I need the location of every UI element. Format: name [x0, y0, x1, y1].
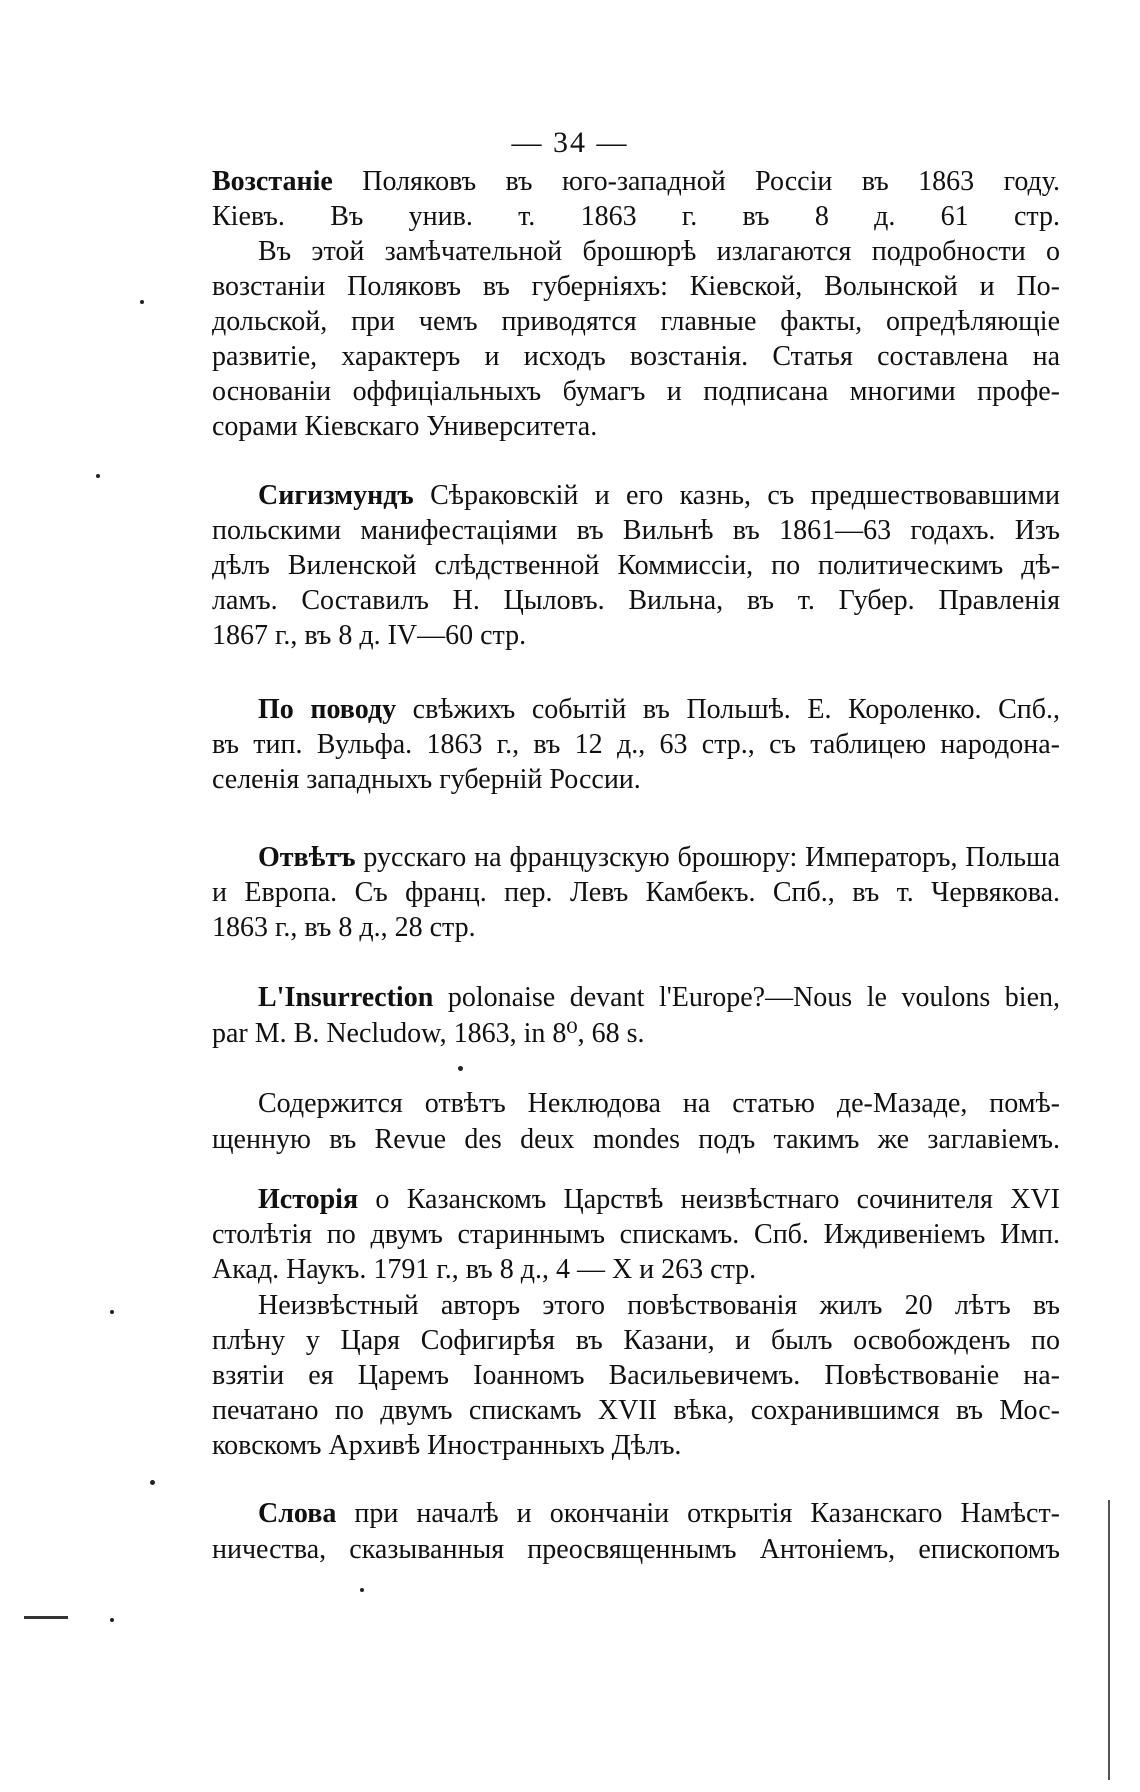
entry-6-line-4: Неизвѣстный авторъ этого повѣствованія жилъ 20 лѣтъ въ: [258, 1290, 1060, 1321]
scan-speck: [110, 1618, 114, 1622]
scan-speck: [140, 300, 144, 304]
scan-speck: [360, 1588, 364, 1592]
entry-5-line-2: par M. B. Necludow, 1863, in 8⁰, 68 s.: [212, 1018, 645, 1049]
entry-1-line-4: возстаніи Поляковъ въ губерніяхъ: Кіевской, Волынской и По-: [212, 271, 1060, 302]
entry-2-line-5: 1867 г., въ 8 д. IV—60 стр.: [212, 620, 527, 651]
entry-5-line-4: щенную въ Revue des deux mondes подъ такимъ же заглавіемъ.: [212, 1124, 1060, 1155]
entry-6-line-6: взятіи ея Царемъ Іоанномъ Васильевичемъ. Повѣствованіе на-: [212, 1360, 1060, 1391]
entry-1-line-6: развитіе, характеръ и исходъ возстанія. Статья составлена на: [212, 341, 1060, 372]
entry-5-text: polonaise devant l'Europe?—Nous le voulons bien,: [447, 982, 1060, 1013]
entry-1-line-3: Въ этой замѣчательной брошюрѣ излагаются подробности о: [258, 236, 1060, 267]
entry-6-line-2: столѣтія по двумъ стариннымъ спискамъ. Спб. Иждивеніемъ Имп.: [212, 1219, 1060, 1250]
page-number: — 34 —: [511, 126, 629, 159]
entry-7-line-1: [258, 1496, 1060, 1532]
entry-2-line-1: [258, 478, 1060, 514]
entry-6-line-7: печатано по двумъ спискамъ XVII вѣка, сохранившимся въ Мос-: [212, 1395, 1060, 1426]
page-edge: [1108, 1500, 1110, 1780]
entry-6-text: о Казанскомъ Царствѣ неизвѣстнаго сочинителя XVI: [375, 1184, 1061, 1215]
entry-2-text: Сѣраковскій и его казнь, съ предшествовавшими: [430, 480, 1060, 511]
scan-speck: [96, 474, 100, 478]
entry-6-line-3: Акад. Наукъ. 1791 г., въ 8 д., 4 — X и 263 стр.: [212, 1254, 757, 1285]
entry-2-line-4: ламъ. Составилъ Н. Цыловъ. Вильна, въ т. Губер. Правленія: [212, 585, 1060, 616]
entry-6-lead: Исторія: [258, 1184, 359, 1215]
entry-1-line-7: основаніи оффиціальныхъ бумагъ и подписана многими профе-: [212, 376, 1060, 407]
entry-3-lead: По поводу: [258, 694, 397, 725]
entry-4-line-1: [258, 840, 1060, 876]
entry-7-lead: Слова: [258, 1498, 337, 1529]
scan-speck: [458, 1066, 463, 1071]
entry-4-line-2: и Европа. Съ франц. пер. Левъ Камбекъ. Спб., въ т. Червякова.: [212, 877, 1060, 908]
entry-3-text: свѣжихъ событій въ Польшѣ. Е. Короленко. Спб.,: [412, 694, 1060, 725]
entry-3-line-1: [258, 692, 1060, 728]
entry-1-line-1: [212, 164, 1060, 200]
entry-1-lead: Возстаніе: [212, 166, 333, 197]
entry-2-line-3: дѣлъ Виленской слѣдственной Коммиссіи, по политическимъ дѣ-: [212, 550, 1060, 581]
entry-2-lead: Сигизмундъ: [258, 480, 414, 511]
entry-3-line-2: въ тип. Вульфа. 1863 г., въ 12 д., 63 стр., съ таблицею народона-: [212, 729, 1060, 760]
entry-5-line-3: Содержится отвѣтъ Неклюдова на статью де-Мазаде, помѣ-: [258, 1088, 1060, 1119]
entry-6-line-8: ковскомъ Архивѣ Иностранныхъ Дѣлъ.: [212, 1430, 682, 1461]
entry-1-line-5: дольской, при чемъ приводятся главные факты, опредѣляющіе: [212, 306, 1060, 337]
scan-speck: [150, 1480, 155, 1485]
entry-1-text: Поляковъ въ юго-западной Россіи въ 1863 году.: [362, 166, 1061, 197]
entry-4-text: русскаго на французскую брошюру: Императоръ, Польша: [363, 842, 1060, 873]
entry-4-line-3: 1863 г., въ 8 д., 28 стр.: [212, 912, 476, 943]
entry-7-line-2: ничества, сказыванныя преосвященнымъ Антоніемъ, епископомъ: [212, 1534, 1060, 1565]
scan-mark: [24, 1616, 68, 1619]
entry-5-lead: L'Insurrection: [258, 982, 434, 1013]
entry-4-lead: Отвѣтъ: [258, 842, 356, 873]
entry-6-line-1: [258, 1182, 1060, 1218]
entry-1-line-8: сорами Кіевскаго Университета.: [212, 411, 598, 442]
entry-1-line-2: Кіевъ. Въ унив. т. 1863 г. въ 8 д. 61 стр.: [212, 201, 1060, 232]
scan-speck: [110, 1310, 114, 1314]
entry-6-line-5: плѣну у Царя Софигирѣя въ Казани, и былъ освобожденъ по: [212, 1325, 1060, 1356]
entry-5-line-1: [258, 980, 1060, 1016]
entry-3-line-3: селенія западныхъ губерній России.: [212, 764, 641, 795]
entry-2-line-2: польскими манифестаціями въ Вильнѣ въ 1861—63 годахъ. Изъ: [212, 515, 1060, 546]
entry-7-text: при началѣ и окончаніи открытія Казанскаго Намѣст-: [354, 1498, 1060, 1529]
